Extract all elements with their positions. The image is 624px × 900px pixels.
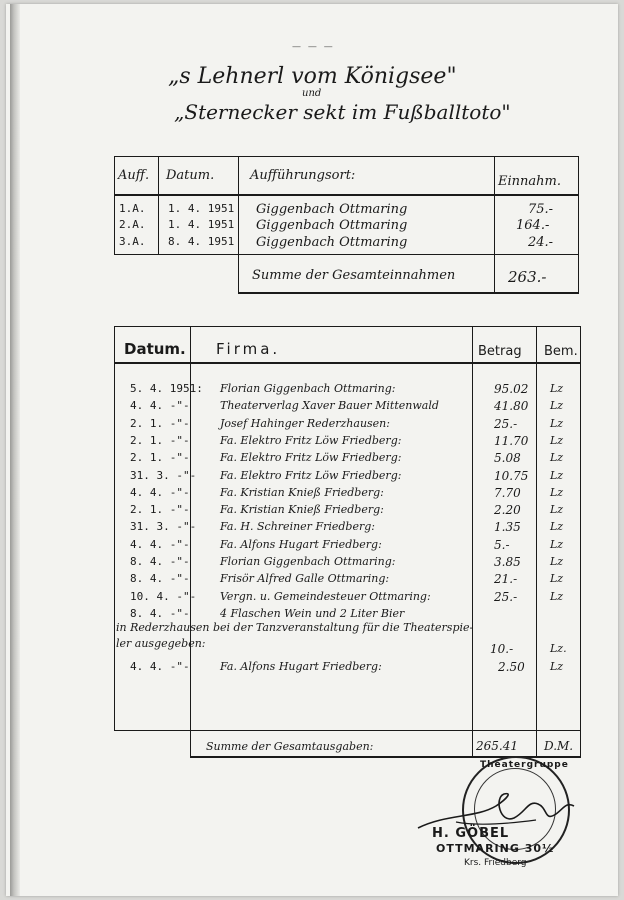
expense-firma: Florian Giggenbach Ottmaring: — [220, 382, 396, 395]
title-connector: und — [302, 88, 322, 99]
expense-datum: 4. 4. -"- — [130, 537, 190, 551]
expense-note-bem: Lz. — [550, 642, 567, 655]
income-header-einnahm: Einnahm. — [498, 174, 561, 189]
expense-betrag: 5.08 — [494, 451, 521, 466]
income-header-ort: Aufführungsort: — [250, 168, 356, 183]
expense-bem: Lz — [550, 433, 564, 447]
expense-datum: 2. 1. -"- — [130, 416, 190, 430]
expense-bem: Lz — [550, 382, 564, 395]
expense-betrag: 2.50 — [498, 660, 525, 674]
binding-fold — [10, 4, 20, 896]
expense-firma: Vergn. u. Gemeindesteuer Ottmaring: — [220, 589, 431, 603]
expense-total-unit: D.M. — [544, 739, 574, 753]
expense-bem: Lz — [550, 416, 564, 430]
stamp-ring-text: Theatergruppe — [480, 760, 569, 770]
title-line-2: „Sternecker sekt im Fußballtoto" — [174, 100, 511, 124]
expense-bem: Lz — [550, 589, 564, 603]
expense-firma: Fa. Alfons Hugart Friedberg: — [220, 660, 382, 673]
expense-bem: Lz — [550, 660, 564, 673]
stamp-place: OTTMARING 30½ — [436, 842, 555, 855]
expense-betrag: 3.85 — [494, 555, 521, 569]
income-total-label: Summe der Gesamteinnahmen — [252, 268, 456, 283]
expense-header-datum: Datum. — [124, 340, 186, 358]
income-betrag: 24.- — [528, 235, 554, 250]
expense-firma: Fa. Kristian Knieß Friedberg: — [220, 503, 384, 517]
expense-betrag: 25.- — [494, 416, 518, 431]
expense-bem: Lz — [550, 503, 564, 517]
income-datum: 1. 4. 1951 — [168, 218, 235, 231]
expense-datum: 8. 4. -"- — [130, 606, 190, 620]
expense-betrag: 1.35 — [494, 520, 521, 535]
income-nr: 1.A. — [119, 202, 146, 215]
dash-mark: — — — — [292, 42, 335, 52]
expense-bem: Lz — [550, 399, 564, 413]
expense-bem: Lz — [550, 451, 564, 465]
expense-datum: 10. 4. -"- — [130, 589, 197, 603]
income-nr: 2.A. — [119, 218, 146, 231]
expense-betrag: 21.- — [494, 572, 518, 587]
expense-betrag: 95.02 — [494, 382, 529, 396]
expense-bem: Lz — [550, 555, 564, 568]
expense-header-firma: Firma. — [216, 340, 281, 358]
income-header-auff: Auff. — [118, 168, 150, 183]
expense-firma: Fa. Elektro Fritz Löw Friedberg: — [220, 433, 402, 447]
expense-total-label: Summe der Gesamtausgaben: — [206, 740, 374, 753]
income-ort: Giggenbach Ottmaring — [256, 202, 408, 217]
document-page — [6, 4, 618, 896]
income-betrag: 75.- — [528, 202, 554, 217]
expense-firma: Frisör Alfred Galle Ottmaring: — [220, 572, 390, 586]
expense-header-bem: Bem. — [544, 344, 578, 359]
expense-datum: 31. 3. -"- — [130, 468, 197, 482]
income-ort: Giggenbach Ottmaring — [256, 218, 408, 233]
expense-datum: 31. 3. -"- — [130, 520, 197, 534]
expense-datum: 2. 1. -"- — [130, 433, 190, 447]
expense-firma: Fa. Alfons Hugart Friedberg: — [220, 537, 382, 551]
expense-bem: Lz — [550, 485, 564, 499]
expense-betrag: 11.70 — [494, 433, 529, 448]
income-nr: 3.A. — [119, 235, 146, 248]
expense-note-line-2: ler ausgegeben: — [116, 637, 206, 650]
expense-firma: Fa. Elektro Fritz Löw Friedberg: — [220, 451, 402, 465]
income-header-datum: Datum. — [166, 168, 215, 183]
expense-note-line-1: in Rederzhausen bei der Tanzveranstaltung für die Theaterspie- — [116, 621, 474, 634]
expense-betrag: 41.80 — [494, 399, 529, 414]
expense-datum: 4. 4. -"- — [130, 399, 190, 413]
expense-firma: Theaterverlag Xaver Bauer Mittenwald — [220, 399, 439, 413]
expense-total-value: 265.41 — [476, 739, 518, 753]
expense-firma: Fa. H. Schreiner Friedberg: — [220, 520, 375, 534]
income-ort: Giggenbach Ottmaring — [256, 235, 408, 250]
expense-bem: Lz — [550, 468, 564, 482]
expense-betrag: 10.75 — [494, 468, 529, 483]
expense-bem: Lz — [550, 520, 564, 534]
stamp-name: H. GÖBEL — [432, 826, 510, 841]
expense-betrag: 5.- — [494, 537, 510, 552]
income-betrag: 164.- — [516, 218, 550, 233]
expense-datum: 2. 1. -"- — [130, 451, 190, 465]
expense-betrag: 7.70 — [494, 485, 521, 500]
expense-datum: 8. 4. -"- — [130, 572, 190, 586]
expense-firma: Fa. Elektro Fritz Löw Friedberg: — [220, 468, 402, 482]
expense-datum: 8. 4. -"- — [130, 555, 190, 568]
expense-header-betrag: Betrag — [478, 344, 522, 359]
expense-datum: 5. 4. 1951: — [130, 382, 203, 395]
expense-betrag: 2.20 — [494, 503, 521, 518]
expense-bem: Lz — [550, 572, 564, 586]
expense-datum: 2. 1. -"- — [130, 503, 190, 517]
income-datum: 8. 4. 1951 — [168, 235, 235, 248]
income-datum: 1. 4. 1951 — [168, 202, 235, 215]
expense-firma: Fa. Kristian Knieß Friedberg: — [220, 485, 384, 499]
income-total-value: 263.- — [508, 268, 547, 286]
expense-firma: Josef Hahinger Rederzhausen: — [220, 416, 390, 430]
title-line-1: „s Lehnerl vom Königsee" — [168, 64, 457, 89]
expense-note-betrag: 10.- — [490, 642, 514, 656]
stamp-district: Krs. Friedberg — [464, 858, 527, 868]
expense-bem: Lz — [550, 537, 564, 551]
expense-betrag: 25.- — [494, 589, 518, 604]
expense-firma: 4 Flaschen Wein und 2 Liter Bier — [220, 606, 405, 620]
expense-firma: Florian Giggenbach Ottmaring: — [220, 555, 396, 568]
expense-datum: 4. 4. -"- — [130, 485, 190, 499]
expense-datum: 4. 4. -"- — [130, 660, 190, 673]
